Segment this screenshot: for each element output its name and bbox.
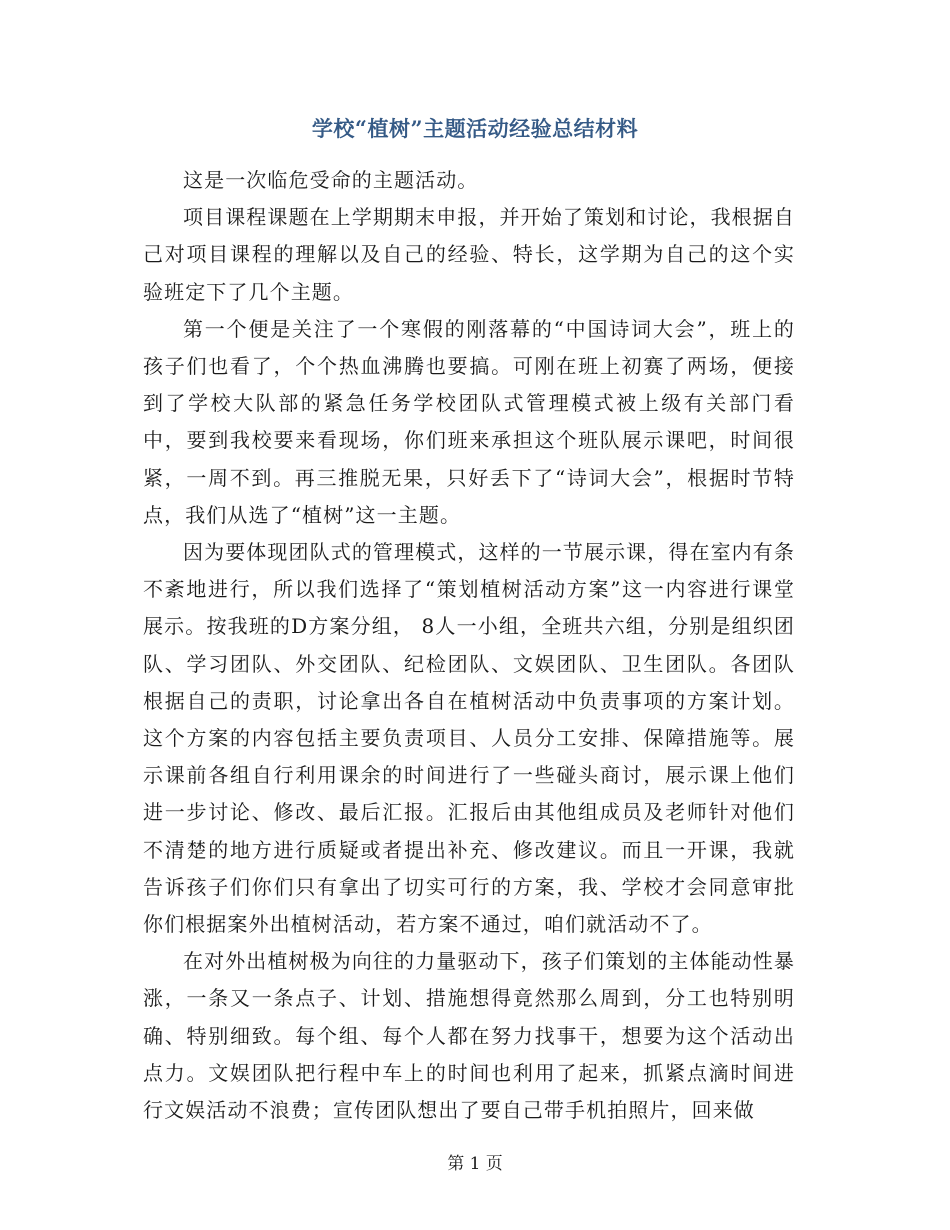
paragraph: 这是一次临危受命的主题活动。 <box>183 168 479 192</box>
paragraph: 在对外出植树极为向往的力量驱动下，孩子们策划的主体能动性暴涨，一条又一条点子、计划、措施想得竟然那么周到，分工也特别明确、特别细致。每个组、每个人都在努力找事干，想要为这个活动出点力。文娱团队把行程中车上的时间也利用了起来，抓紧点滴时间进行文娱活动不浪费；宣传团队想出了要自己带手机拍照片，回来做 <box>143 949 795 1123</box>
paragraph: 因为要体现团队式的管理模式，这样的一节展示课，得在室内有条不紊地进行，所以我们选择了“策划植树活动方案”这一内容进行课堂展示。按我班的D方案分组， 8人一小组，全班共六组，分别是组织团队、学习团队、外交团队、纪检团队、文娱团队、卫生团队。各团队根据自己的责职，讨论拿出各自在植树活动中负责事项的方案计划。这个方案的内容包括主要负责项目、人员分工安排、保障措施等。展示课前各组自行利用课余的时间进行了一些碰头商讨，展示课上他们进一步讨论、修改、最后汇报。汇报后由其他组成员及老师针对他们不清楚的地方进行质疑或者提出补充、修改建议。而且一开课，我就告诉孩子们你们只有拿出了切实可行的方案，我、学校才会同意审批你们根据案外出植树活动，若方案不通过，咱们就活动不了。 <box>143 540 795 937</box>
document-body <box>143 162 795 1129</box>
paragraph: 项目课程课题在上学期期末申报，并开始了策划和讨论，我根据自己对项目课程的理解以及自己的经验、特长，这学期为自己的这个实验班定下了几个主题。 <box>143 205 795 304</box>
page-number: 第 1 页 <box>447 1154 503 1174</box>
document-title: 学校“植树”主题活动经验总结材料 <box>311 116 639 141</box>
paragraph: 第一个便是关注了一个寒假的刚落幕的“中国诗词大会”，班上的孩子们也看了，个个热血沸腾也要搞。可刚在班上初赛了两场，便接到了学校大队部的紧急任务学校团队式管理模式被上级有关部门看中，要到我校要来看现场，你们班来承担这个班队展示课吧，时间很紧，一周不到。再三推脱无果，只好丢下了“诗词大会”，根据时节特点，我们从选了“植树”这一主题。 <box>143 316 795 527</box>
